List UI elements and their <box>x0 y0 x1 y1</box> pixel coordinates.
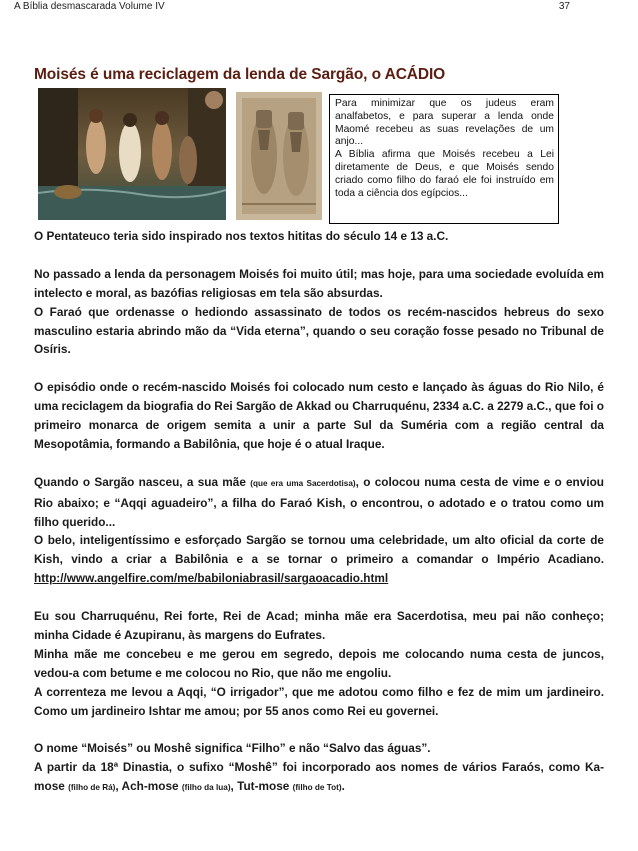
page-title: Moisés é uma reciclagem da lenda de Sargão, o ACÁDIO <box>34 66 446 83</box>
paragraph: O nome “Moisés” ou Moshê significa “Filho” e não “Salvo das águas”. <box>34 741 431 756</box>
sidebar-note-box <box>329 94 559 224</box>
paragraph: A correnteza me levou a Aqqi, “O irrigador”, que me adotou como filho e fez de mim um jardineiro. Como um jardineiro Ishtar me amou; por 55 anos como Rei eu governei. <box>34 684 604 718</box>
paragraph: No passado a lenda da personagem Moisés foi muito útil; mas hoje, para uma sociedade evoluída em intelecto e moral, as bazófias religiosas em tela são absurdas. <box>34 266 604 300</box>
paragraph <box>34 758 604 798</box>
paragraph <box>34 531 604 588</box>
inline-note: (filho de Tot) <box>292 783 342 793</box>
text-span: O belo, inteligentíssimo e esforçado Sargão se tornou uma celebridade, um alto oficial da corte de Kish, vindo a criar a Babilônia e a se tornar o primeiro a comandar o Império Acadiano. <box>34 533 604 567</box>
paragraph: O Faraó que ordenasse o hediondo assassinato de todos os recém-nascidos hebreus do sexo masculino estaria abrindo mão da “Vida eterna”, quando o seu coração fosse pesado no Tribunal de Osíris. <box>34 304 604 357</box>
pharaoh-name: Ka-mose <box>34 760 604 794</box>
note-paragraph: Para minimizar que os judeus eram analfabetos, e para superar a lenda onde Maomé recebeu as suas revelações de um anjo... <box>335 98 554 148</box>
book-title: A Bíblia desmascarada Volume IV <box>14 1 165 12</box>
inline-note: (que era uma Sacerdotisa) <box>250 478 356 488</box>
assyrian-relief-image <box>236 92 322 220</box>
text-span: Quando o Sargão nasceu, a sua mãe <box>34 474 251 489</box>
inline-note: (filho de Rá) <box>68 783 116 793</box>
paragraph <box>34 473 604 532</box>
inline-note: (filho da lua) <box>181 783 231 793</box>
paragraph: O episódio onde o recém-nascido Moisés foi colocado num cesto e lançado às águas do Rio Nilo, é uma reciclagem da biografia do Rei Sargão de Akkad ou Charruquénu, 2334 a.C. a 2279 a.C., que foi o primeiro monarca de origem semita a unir a parte Sul da Suméria com a região central da Mesopotâmia, formando a Babilônia, que hoje é o atual Iraque. <box>34 380 604 451</box>
moses-nile-painting <box>38 88 226 220</box>
note-paragraph: A Bíblia afirma que Moisés recebeu a Lei diretamente de Deus, e que Moisés sendo criado como filho do faraó ele foi instruído em toda a ciência dos egípcios... <box>335 149 554 199</box>
pharaoh-name: Ach-mose <box>121 779 179 794</box>
separator: , <box>115 779 122 794</box>
text-span: A partir da 18ª Dinastia, o sufixo “Moshê” foi incorporado aos nomes de vários Faraós, como <box>34 760 585 775</box>
pharaoh-name: Tut-mose <box>237 779 290 794</box>
period: . <box>341 779 345 794</box>
separator: , <box>230 779 238 794</box>
page-header <box>14 1 624 13</box>
page-number: 37 <box>558 1 570 12</box>
paragraph: O Pentateuco teria sido inspirado nos textos hititas do século 14 e 13 a.C. <box>34 229 449 243</box>
source-link[interactable]: http://www.angelfire.com/me/babiloniabrasil/sargaoacadio.html <box>34 571 389 586</box>
paragraph: Minha mãe me concebeu e me gerou em segredo, depois me colocando numa cesta de juncos, vedou-a com betume e me colocou no Rio, que não me engoliu. <box>34 646 604 680</box>
article-body <box>34 227 604 798</box>
text-span: , o colocou numa cesta de vime e o enviou Rio abaixo; e “Aqqi aguadeiro”, a filha do Faraó Kish, o encontrou, o adotado e o tratou como um filho querido... <box>34 474 605 529</box>
paragraph: Eu sou Charruquénu, Rei forte, Rei de Acad; minha mãe era Sacerdotisa, meu pai não conheço; minha Cidade é Azupiranu, às margens do Eufrates. <box>34 609 604 642</box>
